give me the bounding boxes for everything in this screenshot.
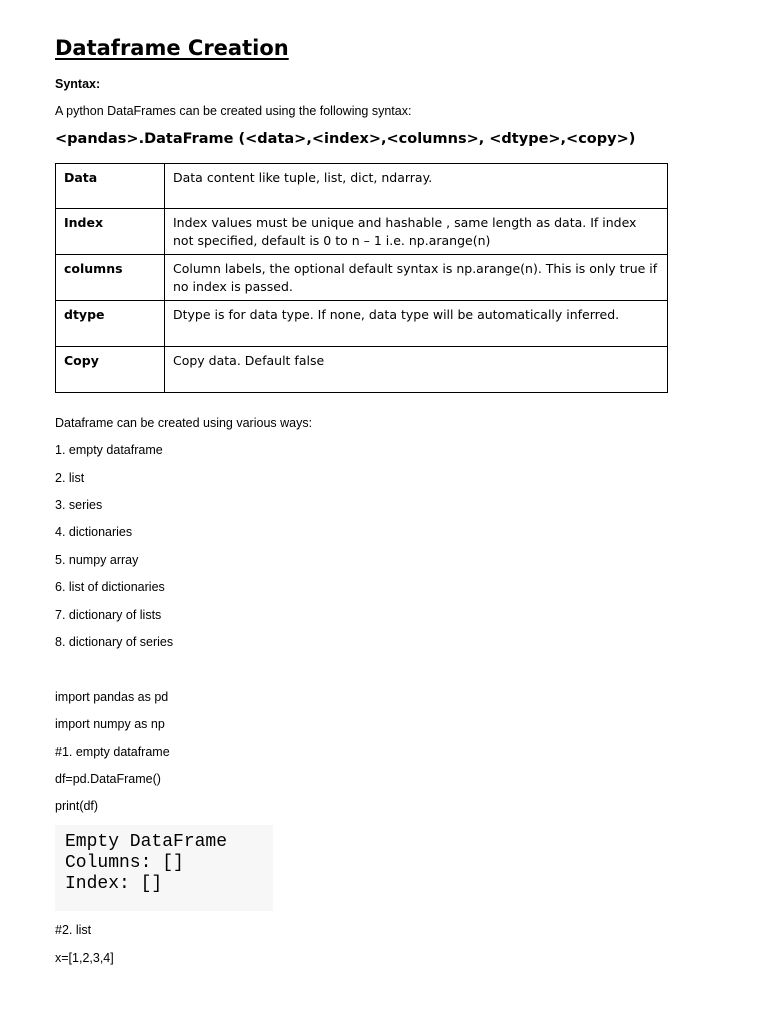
- output-line: Index: []: [65, 874, 163, 894]
- list-item: 5. numpy array: [55, 553, 139, 567]
- code-line: #1. empty dataframe: [55, 745, 170, 759]
- parameter-name: dtype: [56, 301, 165, 347]
- code-line: df=pd.DataFrame(): [55, 772, 161, 786]
- list-item: 2. list: [55, 471, 85, 485]
- code-line: x=[1,2,3,4]: [55, 951, 114, 965]
- table-row: [56, 209, 668, 255]
- parameter-description: Dtype is for data type. If none, data type will be automatically inferred.: [165, 301, 668, 347]
- list-item: 7. dictionary of lists: [55, 608, 162, 622]
- table-row: [56, 255, 668, 301]
- code-line: import numpy as np: [55, 717, 165, 731]
- output-line: Columns: []: [65, 853, 184, 873]
- table-row: [56, 347, 668, 393]
- parameter-description: Data content like tuple, list, dict, ndarray.: [165, 164, 668, 209]
- table-row: [56, 301, 668, 347]
- parameter-name: Data: [56, 164, 165, 209]
- list-item: 3. series: [55, 498, 103, 512]
- code-line: #2. list: [55, 923, 92, 937]
- code-line: print(df): [55, 799, 99, 813]
- ways-intro: Dataframe can be created using various ways:: [55, 416, 313, 430]
- parameter-description: Column labels, the optional default syntax is np.arange(n). This is only true if no index is passed.: [165, 255, 668, 301]
- table-row: [56, 164, 668, 209]
- output-line: Empty DataFrame: [65, 832, 228, 852]
- page-title: Dataframe Creation: [55, 36, 289, 60]
- parameter-name: columns: [56, 255, 165, 301]
- syntax-signature: <pandas>.DataFrame (<data>,<index>,<columns>, <dtype>,<copy>): [55, 131, 636, 147]
- syntax-heading: Syntax:: [55, 77, 101, 91]
- syntax-intro: A python DataFrames can be created using the following syntax:: [55, 104, 412, 118]
- list-item: 4. dictionaries: [55, 525, 133, 539]
- code-line: import pandas as pd: [55, 690, 169, 704]
- parameter-description: Index values must be unique and hashable , same length as data. If index not specified, default is 0 to n – 1 i.e. np.arange(n): [165, 209, 668, 255]
- parameter-name: Copy: [56, 347, 165, 393]
- parameter-description: Copy data. Default false: [165, 347, 668, 393]
- list-item: 6. list of dictionaries: [55, 580, 165, 594]
- list-item: 1. empty dataframe: [55, 443, 163, 457]
- console-output-text: [65, 832, 227, 895]
- parameters-table: [55, 163, 668, 393]
- parameter-name: Index: [56, 209, 165, 255]
- console-output: [55, 825, 273, 911]
- list-item: 8. dictionary of series: [55, 635, 174, 649]
